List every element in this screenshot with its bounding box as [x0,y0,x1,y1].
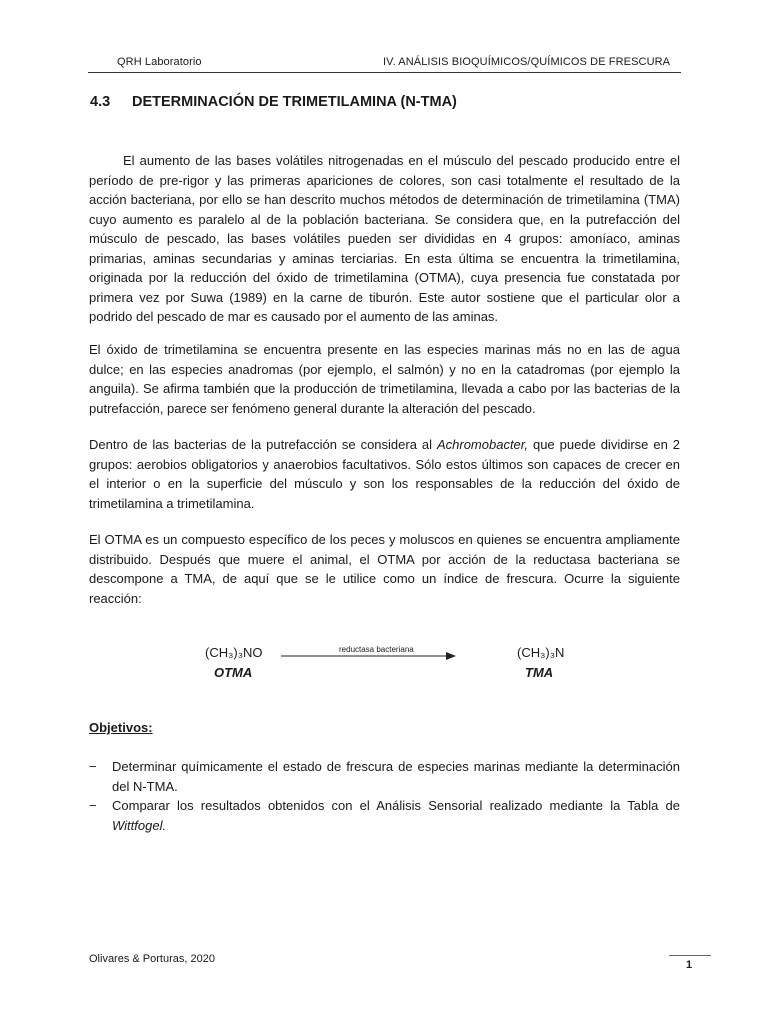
section-number: 4.3 [90,94,111,110]
header-left: QRH Laboratorio [117,56,202,68]
objectives-list [89,757,680,835]
paragraph-3-end: que puede dividirse en 2 grupos: aerobios obligatorios y anaerobios facultativos. Sólo estos últimos son capaces de crecer en el interior o en la superficie del músculo y son los responsables de la reducción del óxido de trimetilamina a trimetilamina. [89,437,680,511]
paragraph-3-start: Dentro de las bacterias de la putrefacción se considera al [89,437,437,452]
paragraph-2: El óxido de trimetilamina se encuentra presente en las especies marinas más no en las de agua dulce; en las especies anadromas (por ejemplo, el salmón) y no en la catadromas (por ejemplo la anguila). Se afirma también que la producción de trimetilamina, llevada a cabo por las bacterias de la putrefacción, parece ser fenómeno general durante la alteración del pescado. [89,342,680,416]
reactant-formula: (CH₃)₃NO [205,645,263,660]
list-item [89,796,680,835]
product-formula: (CH₃)₃N [517,645,565,660]
objectives-heading: Objetivos: [89,720,153,735]
list-item [89,757,680,796]
objective-2-table-name: Wittfogel. [112,817,167,833]
footer-citation: Olivares & Porturas, 2020 [89,953,215,965]
objective-1-text: Determinar químicamente el estado de frescura de especies marinas mediante la determinación del N-TMA. [112,759,680,794]
section-title [90,94,457,110]
reactant-name: OTMA [214,665,253,680]
header-right: IV. ANÁLISIS BIOQUÍMICOS/QUÍMICOS DE FRESCURA [383,56,671,68]
bullet-dash: − [89,759,97,774]
paragraph-4: El OTMA es un compuesto específico de los peces y moluscos en quienes se encuentra ampliamente distribuido. Después que muere el animal, el OTMA por acción de la reductasa bacteriana se descompone a TMA, de aquí que se le utilice como un índice de frescura. Ocurre la siguiente reacción: [89,532,680,606]
paragraph-1: El aumento de las bases volátiles nitrogenadas en el músculo del pescado producido entre el período de pre-rigor y las primeras apariciones de colores, son casi totalmente el resultado de la acción bacteriana, por ello se han descrito muchos métodos de determinación de trimetilamina (TMA) cuyo aumento es paralelo al de la población bacteriana. Se considera que, en la putrefacción del músculo de pescado, las bases volátiles pueden ser divididas en 4 grupos: amoníaco, aminas primarias, aminas secundarias y aminas terciarias. En esta última se encuentra la trimetilamina, originada por la reducción del óxido de trimetilamina (OTMA), cuya presencia fue constatada por primera vez por Suwa (1989) en la carne de tiburón. Este autor sostiene que el particular olor a podrido del pescado de mar es causado por el aumento de las aminas. [89,153,680,324]
reaction-arrow-icon [281,650,456,662]
section-title-text: DETERMINACIÓN DE TRIMETILAMINA (N-TMA) [132,94,457,110]
objective-2-text: Comparar los resultados obtenidos con el Análisis Sensorial realizado mediante la Tabla de [112,798,680,813]
paragraph-3-genus: Achromobacter, [436,437,529,452]
bullet-dash: − [89,798,97,813]
footer-divider [669,955,711,956]
page-number: 1 [686,959,693,971]
header-divider [88,72,681,73]
paragraph-3 [89,435,680,513]
product-name: TMA [525,665,554,680]
arrow-label: reductasa bacteriana [339,645,414,654]
